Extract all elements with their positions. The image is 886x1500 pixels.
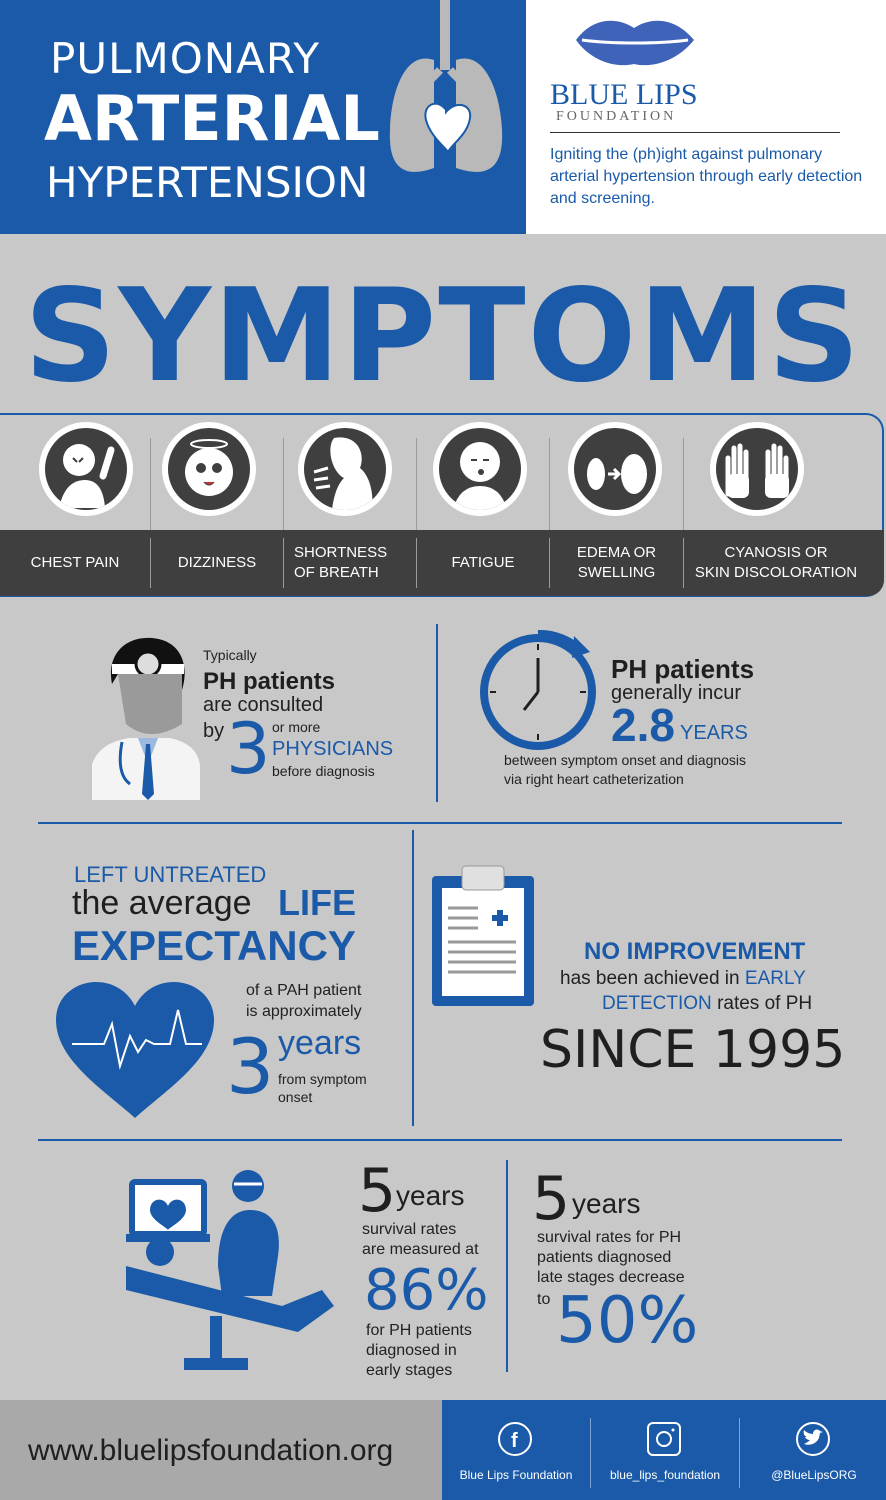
clipboard-icon [428, 862, 538, 1010]
brand-name: BLUE LIPS [550, 78, 698, 111]
years-unit: YEARS [680, 722, 748, 744]
late-50-pct: 50% [556, 1284, 699, 1358]
symptoms-title: SYMPTOMS [24, 262, 862, 411]
cyanosis-hands-icon [710, 422, 804, 516]
divider [416, 438, 417, 530]
early-l3: for PH patients [366, 1322, 472, 1339]
is-approx-text: is approximately [246, 1003, 362, 1020]
onset-text: onset [278, 1089, 313, 1105]
late-years-text: years [572, 1188, 641, 1219]
divider [150, 538, 151, 588]
of-a-pah-text: of a PAH patient [246, 982, 362, 999]
expectancy-text: EXPECTANCY [72, 922, 356, 969]
divider [683, 538, 684, 588]
life-years-unit: years [278, 1024, 362, 1062]
facebook-icon [498, 1422, 532, 1456]
twitter-icon [796, 1422, 830, 1456]
instagram-link-label: blue_lips_foundation [609, 1468, 721, 1482]
late-l3: late stages decrease [537, 1269, 685, 1286]
detection-text: DETECTION rates of PH [602, 993, 813, 1014]
divider [506, 1160, 508, 1372]
edema-icon [568, 422, 662, 516]
since-1995-text: SINCE 1995 [540, 1020, 846, 1080]
ph-patients-heading: PH patients [611, 654, 755, 684]
title-line-2: ARTERIAL [44, 82, 380, 155]
years-desc-2: via right heart catheterization [504, 771, 684, 787]
divider [38, 822, 842, 824]
by-text: by [203, 720, 225, 742]
brand-divider [550, 132, 840, 133]
twitter-link[interactable] [740, 1400, 886, 1500]
symptom-label: CHEST PAIN [30, 554, 120, 571]
or-more-text: or more [272, 719, 321, 735]
late-l2: patients diagnosed [537, 1249, 672, 1266]
chest-pain-icon [39, 422, 133, 516]
physicians-label: PHYSICIANS [272, 738, 394, 760]
divider [549, 438, 550, 530]
ph-patients-text: PH patients [203, 668, 336, 695]
header-title-panel [0, 0, 526, 234]
years-number: 2.8 [611, 699, 675, 751]
divider [150, 438, 151, 530]
divider [683, 438, 684, 530]
late-to: to [537, 1291, 551, 1308]
life-text: LIFE [278, 882, 356, 923]
symptom-label: CYANOSIS OR SKIN DISCOLORATION [694, 544, 858, 581]
lips-logo-icon [572, 10, 698, 70]
left-untreated-text: LEFT UNTREATED [74, 862, 267, 887]
no-improvement-text: NO IMPROVEMENT [584, 938, 806, 965]
dizziness-icon [162, 422, 256, 516]
brand-panel [526, 0, 886, 234]
the-average-text: the average [72, 884, 252, 922]
divider [412, 830, 414, 1126]
are-consulted-text: are consulted [203, 694, 324, 716]
shortness-of-breath-icon [298, 422, 392, 516]
tagline: Igniting the (ph)ight against pulmonary arterial hypertension through early detection and screening. [550, 146, 863, 207]
has-been-text: has been achieved in EARLY [560, 968, 806, 989]
twitter-link-label: @BlueLipsORG [771, 1468, 857, 1482]
heart-icon [54, 980, 216, 1120]
brand-sub: FOUNDATION [556, 109, 677, 124]
early-l4: diagnosed in [366, 1342, 457, 1359]
fatigue-icon [433, 422, 527, 516]
divider [436, 624, 438, 802]
typically-text: Typically [203, 647, 257, 663]
instagram-icon [647, 1422, 681, 1456]
symptom-label: EDEMA OR SWELLING [576, 544, 657, 581]
doctor-icon [90, 634, 202, 800]
early-5-number: 5 [358, 1156, 397, 1226]
symptom-label: FATIGUE [451, 554, 515, 571]
lungs-heart-icon [386, 0, 506, 200]
divider [549, 538, 550, 588]
footer-social-panel [442, 1400, 886, 1500]
from-symptom-text: from symptom [278, 1071, 367, 1087]
symptom-label: DIZZINESS [177, 554, 257, 571]
divider [283, 438, 284, 530]
life-years-number: 3 [226, 1022, 275, 1111]
years-desc-1: between symptom onset and diagnosis [504, 752, 747, 768]
generally-incur-text: generally incur [611, 682, 742, 704]
early-86-pct: 86% [364, 1258, 489, 1323]
before-diagnosis-text: before diagnosis [272, 763, 375, 779]
late-l1: survival rates for PH [537, 1229, 682, 1246]
divider [416, 538, 417, 588]
physicians-number: 3 [226, 708, 271, 790]
early-l2: are measured at [362, 1241, 479, 1258]
instagram-link[interactable] [591, 1400, 739, 1500]
divider [38, 1139, 842, 1141]
footer-website-panel [0, 1400, 442, 1500]
facebook-link-label: Blue Lips Foundation [459, 1468, 573, 1482]
late-5-number: 5 [532, 1164, 571, 1234]
facebook-link[interactable] [442, 1400, 590, 1500]
early-l5: early stages [366, 1362, 453, 1379]
symptom-label-bar [0, 530, 884, 596]
title-line-3: HYPERTENSION [46, 158, 369, 207]
patient-doctor-icon [122, 1166, 352, 1378]
title-line-1: PULMONARY [50, 34, 321, 83]
clock-icon [478, 628, 604, 754]
divider [283, 538, 284, 588]
symptom-label: SHORTNESS OF BREATH [294, 544, 388, 581]
svg-text:f: f [511, 1430, 518, 1452]
website-link[interactable]: www.bluelipsfoundation.org [28, 1434, 394, 1467]
early-l1: survival rates [362, 1221, 457, 1238]
early-years-text: years [396, 1180, 465, 1211]
